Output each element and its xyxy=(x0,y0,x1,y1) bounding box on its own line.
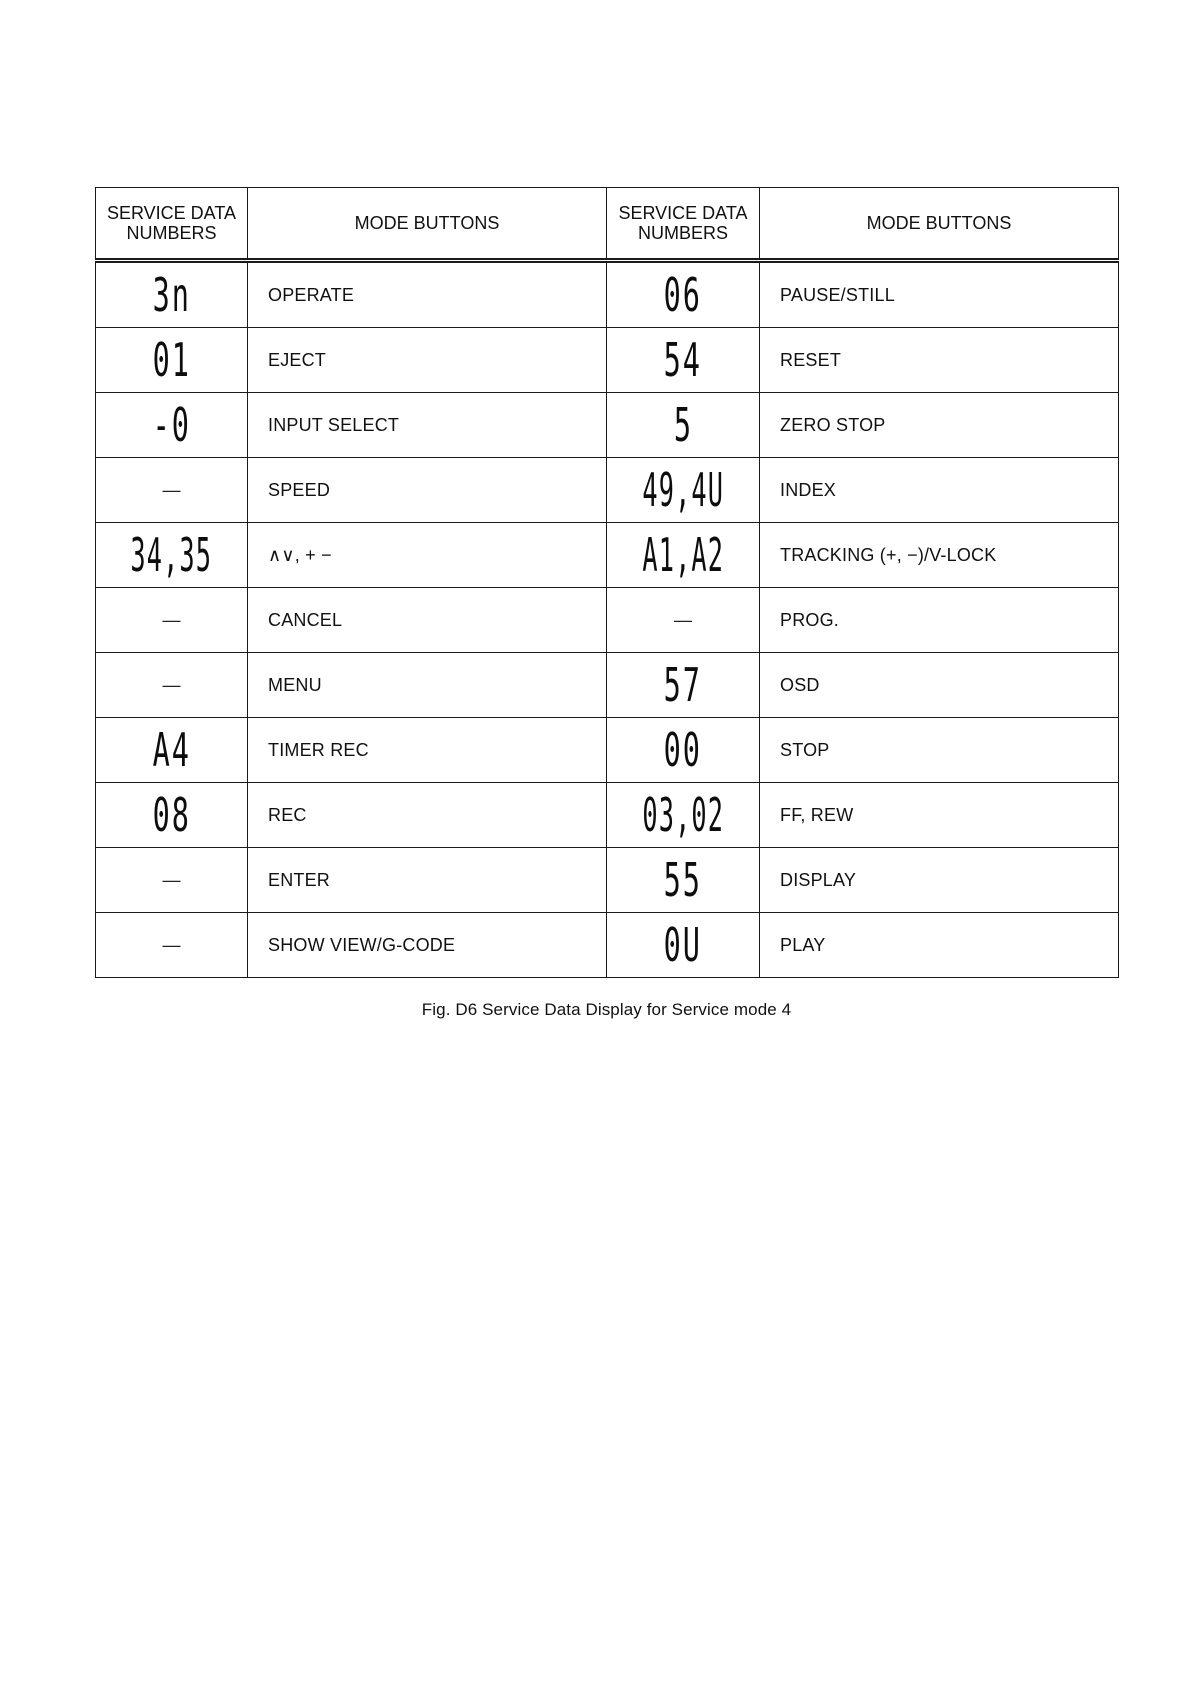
table-row xyxy=(96,718,1119,783)
no-data-dash: — xyxy=(162,934,181,955)
right-service-number-cell xyxy=(607,328,760,393)
table-row xyxy=(96,261,1119,328)
right-mode-button-cell: TRACKING (+, −)/V-LOCK xyxy=(760,523,1119,588)
right-service-number-cell xyxy=(607,393,760,458)
left-mode-button-cell: ENTER xyxy=(248,848,607,913)
no-data-dash: — xyxy=(162,479,181,500)
left-service-number-cell xyxy=(96,261,248,328)
right-service-number-cell xyxy=(607,783,760,848)
left-service-number-cell xyxy=(96,393,248,458)
left-service-number-cell xyxy=(96,718,248,783)
right-service-number-cell xyxy=(607,523,760,588)
segment-display-value: 08 xyxy=(152,788,191,842)
left-mode-button-cell: OPERATE xyxy=(248,261,607,328)
header-mode-buttons: MODE BUTTONS xyxy=(248,188,607,261)
header-num-line1-right: SERVICE DATA xyxy=(618,203,748,223)
segment-display-value: A4 xyxy=(152,723,191,777)
left-service-number-cell xyxy=(96,458,248,523)
right-service-number-cell xyxy=(607,261,760,328)
right-mode-button-cell: INDEX xyxy=(760,458,1119,523)
left-mode-button-cell: SHOW VIEW/G-CODE xyxy=(248,913,607,978)
header-service-data-numbers-right xyxy=(607,188,760,261)
left-service-number-cell xyxy=(96,783,248,848)
left-service-number-cell xyxy=(96,523,248,588)
segment-display-value: 03,02 xyxy=(642,788,724,842)
left-service-number-cell xyxy=(96,328,248,393)
table-row xyxy=(96,913,1119,978)
segment-display-value: 57 xyxy=(663,658,703,712)
segment-display-value: 5 xyxy=(673,398,693,452)
left-mode-button-cell: TIMER REC xyxy=(248,718,607,783)
table-header-row xyxy=(96,188,1119,261)
header-service-data-numbers xyxy=(96,188,248,261)
right-mode-button-cell: PLAY xyxy=(760,913,1119,978)
table-row xyxy=(96,848,1119,913)
figure-caption: Fig. D6 Service Data Display for Service mode 4 xyxy=(421,1000,792,1019)
table-body xyxy=(96,261,1119,978)
service-data-table xyxy=(95,187,1119,978)
no-data-dash: — xyxy=(674,609,692,630)
segment-display-value: 00 xyxy=(663,723,703,777)
header-mode-buttons-right: MODE BUTTONS xyxy=(760,188,1119,261)
right-mode-button-cell: PAUSE/STILL xyxy=(760,261,1119,328)
header-num-line1: SERVICE DATA xyxy=(106,203,237,223)
right-mode-button-cell: RESET xyxy=(760,328,1119,393)
table-row xyxy=(96,328,1119,393)
left-service-number-cell xyxy=(96,653,248,718)
right-service-number-cell xyxy=(607,653,760,718)
right-service-number-cell xyxy=(607,848,760,913)
segment-display-value: 0U xyxy=(663,918,703,972)
right-service-number-cell xyxy=(607,588,760,653)
right-mode-button-cell: STOP xyxy=(760,718,1119,783)
right-mode-button-cell: ZERO STOP xyxy=(760,393,1119,458)
segment-display-value: 54 xyxy=(663,333,703,387)
left-mode-button-cell: REC xyxy=(248,783,607,848)
service-data-sheet xyxy=(95,187,1118,978)
right-service-number-cell xyxy=(607,718,760,783)
segment-display-value: -0 xyxy=(152,398,191,452)
segment-display-value: 55 xyxy=(663,853,703,907)
left-service-number-cell xyxy=(96,588,248,653)
left-service-number-cell xyxy=(96,913,248,978)
header-num-line2: NUMBERS xyxy=(126,223,217,243)
segment-display-value: A1,A2 xyxy=(642,528,724,582)
left-mode-button-cell: INPUT SELECT xyxy=(248,393,607,458)
segment-display-value: 3n xyxy=(152,268,191,322)
right-mode-button-cell: DISPLAY xyxy=(760,848,1119,913)
segment-display-value: 06 xyxy=(663,268,703,322)
table-row xyxy=(96,393,1119,458)
table-row xyxy=(96,458,1119,523)
left-service-number-cell xyxy=(96,848,248,913)
right-mode-button-cell: PROG. xyxy=(760,588,1119,653)
right-mode-button-cell: OSD xyxy=(760,653,1119,718)
table-row xyxy=(96,783,1119,848)
right-service-number-cell xyxy=(607,458,760,523)
no-data-dash: — xyxy=(162,609,181,630)
table-row xyxy=(96,523,1119,588)
left-mode-button-cell: MENU xyxy=(248,653,607,718)
segment-display-value: 49,4U xyxy=(642,463,724,517)
left-mode-button-cell: CANCEL xyxy=(248,588,607,653)
segment-display-value: 34,35 xyxy=(130,528,213,582)
right-mode-button-cell: FF, REW xyxy=(760,783,1119,848)
header-num-line2-right: NUMBERS xyxy=(637,223,728,243)
segment-display-value: 01 xyxy=(152,333,191,387)
left-mode-button-cell: EJECT xyxy=(248,328,607,393)
left-mode-button-cell: ∧∨, + − xyxy=(248,523,607,588)
table-row xyxy=(96,653,1119,718)
table-row xyxy=(96,588,1119,653)
right-service-number-cell xyxy=(607,913,760,978)
left-mode-button-cell: SPEED xyxy=(248,458,607,523)
no-data-dash: — xyxy=(162,674,181,695)
no-data-dash: — xyxy=(162,869,181,890)
